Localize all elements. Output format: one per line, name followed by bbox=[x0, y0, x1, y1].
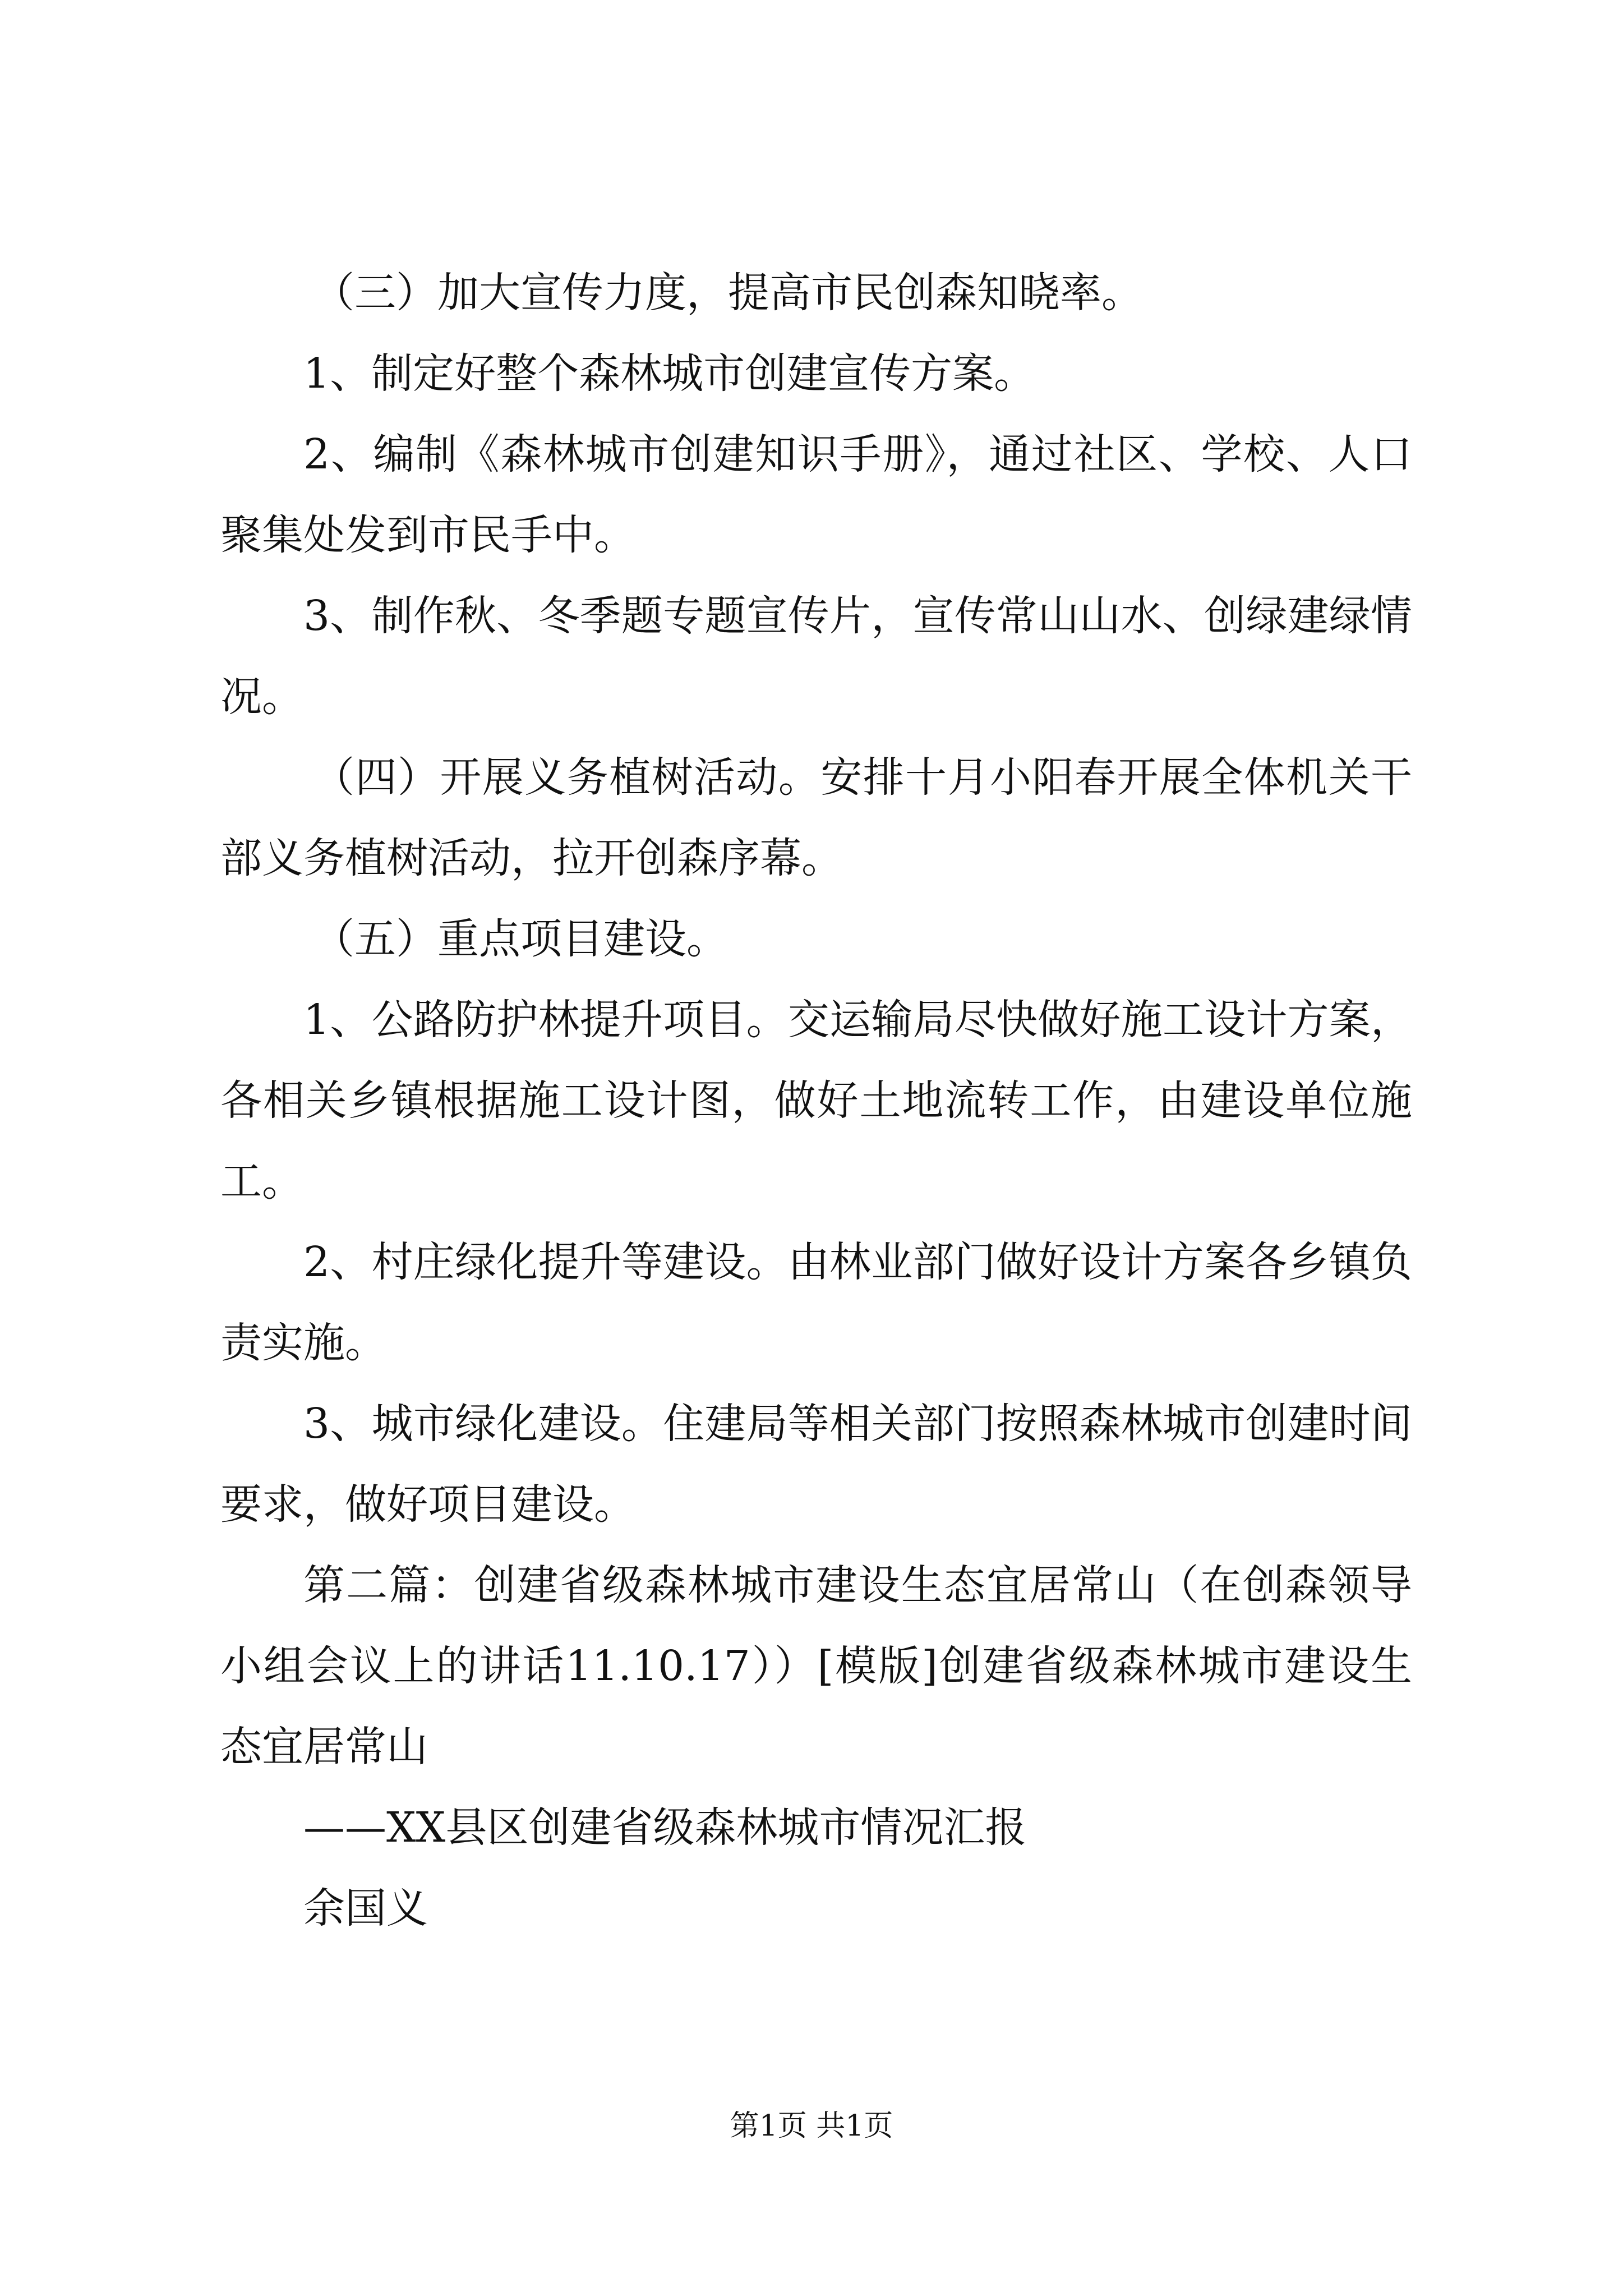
project-item-3: 3、城市绿化建设。住建局等相关部门按照森林城市创建时间要求，做好项目建设。 bbox=[220, 1400, 1412, 1529]
author-name: 余国义 bbox=[303, 1884, 428, 1932]
page-footer: 第1页 共1页 bbox=[730, 2109, 893, 2143]
section-heading-5: （五）重点项目建设。 bbox=[313, 915, 728, 963]
paragraph-item-1: 1、制定好整个森林城市创建宣传方案。 bbox=[303, 349, 1036, 398]
document-body bbox=[220, 252, 1412, 1949]
project-item-2: 2、村庄绿化提升等建设。由林业部门做好设计方案各乡镇负责实施。 bbox=[220, 1238, 1412, 1367]
second-article-title: 第二篇：创建省级森林城市建设生态宜居常山（在创森领导小组会议上的讲话11.10.17））[模版]创建省级森林城市建设生态宜居常山 bbox=[220, 1561, 1412, 1771]
paragraph-item-3: 3、制作秋、冬季题专题宣传片，宣传常山山水、创绿建绿情况。 bbox=[220, 592, 1412, 721]
section-heading-4: （四）开展义务植树活动。安排十月小阳春开展全体机关干部义务植树活动，拉开创森序幕。 bbox=[220, 753, 1412, 882]
paragraph-item-2: 2、编制《森林城市创建知识手册》，通过社区、学校、人口聚集处发到市民手中。 bbox=[220, 430, 1412, 559]
project-item-1: 1、公路防护林提升项目。交运输局尽快做好施工设计方案，各相关乡镇根据施工设计图，做好土地流转工作，由建设单位施工。 bbox=[220, 996, 1412, 1205]
section-heading-3: （三）加大宣传力度，提高市民创森知晓率。 bbox=[313, 269, 1143, 317]
report-subtitle: ——XX县区创建省级森林城市情况汇报 bbox=[303, 1803, 1027, 1852]
